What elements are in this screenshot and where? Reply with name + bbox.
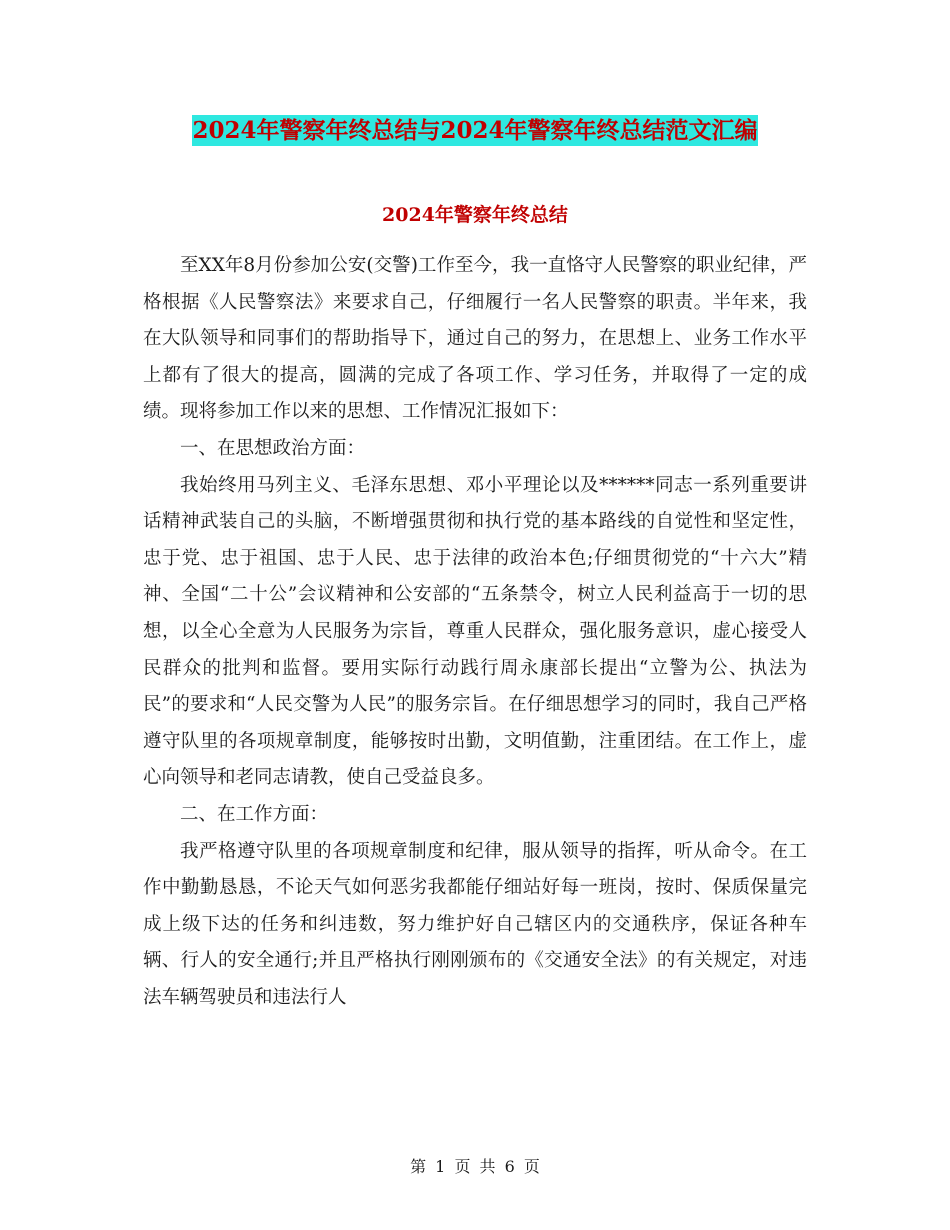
document-body xyxy=(143,248,807,1016)
paragraph-work: 我严格遵守队里的各项规章制度和纪律，服从领导的指挥，听从命令。在工作中勤勤恳恳，不论天气如何恶劣我都能仔细站好每一班岗，按时、保质保量完成上级下达的任务和纠违数，努力维护好自己辖区内的交通秩序，保证各种车辆、行人的安全通行;并且严格执行刚刚颁布的《交通安全法》的有关规定，对违法车辆驾驶员和违法行人 xyxy=(143,840,807,1008)
section-title: 2024年警察年终总结 xyxy=(382,204,568,226)
paragraph-intro: 至XX年8月份参加公安(交警)工作至今，我一直恪守人民警察的职业纪律，严格根据《人民警察法》来要求自己，仔细履行一名人民警察的职责。半年来，我在大队领导和同事们的帮助指导下，通过自己的努力，在思想上、业务工作水平上都有了很大的提高，圆满的完成了各项工作、学习任务，并取得了一定的成绩。现将参加工作以来的思想、工作情况汇报如下： xyxy=(143,255,807,423)
paragraph-heading-work: 二、在工作方面： xyxy=(180,803,329,825)
document-title-text: 2024年警察年终总结与2024年警察年终总结范文汇编 xyxy=(192,117,758,144)
paragraph-politics: 我始终用马列主义、毛泽东思想、邓小平理论以及******同志一系列重要讲话精神武装自己的头脑，不断增强贯彻和执行党的基本路线的自觉性和坚定性，忠于党、忠于祖国、忠于人民、忠于法律的政治本色;仔细贯彻党的“十六大”精神、全国“二十公”会议精神和公安部的“五条禁令，树立人民利益高于一切的思想，以全心全意为人民服务为宗旨，尊重人民群众，强化服务意识，虚心接受人民群众的批判和监督。要用实际行动践行周永康部长提出“立警为公、执法为民”的要求和“人民交警为人民”的服务宗旨。在仔细思想学习的同时，我自己严格遵守队里的各项规章制度，能够按时出勤，文明值勤，注重团结。在工作上，虚心向领导和老同志请教，使自己受益良多。 xyxy=(143,474,807,789)
page-number: 第 1 页 共 6 页 xyxy=(410,1157,540,1176)
paragraph-heading-politics: 一、在思想政治方面： xyxy=(180,437,366,459)
document-title xyxy=(0,112,950,145)
